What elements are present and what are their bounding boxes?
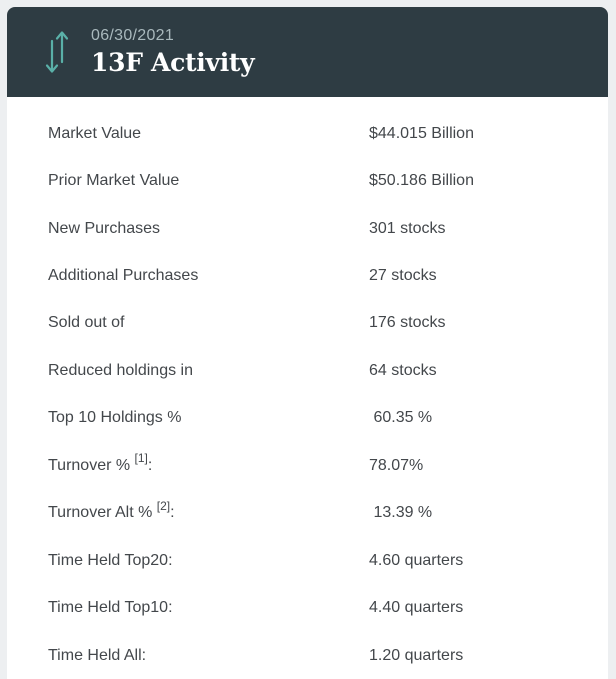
stat-row [7, 632, 608, 679]
report-date: 06/30/2021 [91, 27, 175, 45]
card-title: 13F Activity [91, 48, 255, 78]
stat-row [7, 537, 608, 584]
stat-value: 4.40 quarters [369, 599, 464, 617]
stat-row [7, 442, 608, 489]
card-header [7, 7, 608, 97]
stat-label: Prior Market Value [48, 172, 180, 190]
stat-row [7, 205, 608, 252]
stat-label: Sold out of [48, 314, 125, 332]
stat-value: 27 stocks [369, 267, 437, 285]
stat-row [7, 584, 608, 631]
stat-label: New Purchases [48, 219, 161, 237]
stat-label: Time Held Top10: [48, 599, 173, 617]
stat-label: Top 10 Holdings % [48, 409, 182, 427]
stat-label: Turnover % [1]: [48, 451, 153, 474]
stat-value: 4.60 quarters [369, 551, 464, 569]
stat-value: 78.07% [369, 456, 424, 474]
stat-label: Additional Purchases [48, 267, 199, 285]
stat-row [7, 300, 608, 347]
stat-row [7, 490, 608, 537]
stat-label: Time Held Top20: [48, 551, 173, 569]
stat-value: 60.35 % [369, 409, 433, 427]
stat-value: $44.015 Billion [369, 124, 474, 142]
stat-label: Market Value [48, 124, 142, 142]
stat-value: 1.20 quarters [369, 646, 464, 664]
stat-value: 301 stocks [369, 219, 446, 237]
stat-row [7, 395, 608, 442]
stat-value: 176 stocks [369, 314, 446, 332]
13f-activity-card [7, 7, 608, 679]
stat-value: 13.39 % [369, 504, 433, 522]
stat-label: Turnover Alt % [2]: [48, 498, 175, 522]
stat-row [7, 157, 608, 204]
stat-row [7, 347, 608, 394]
stat-value: $50.186 Billion [369, 172, 474, 190]
stat-label: Reduced holdings in [48, 361, 193, 379]
header-text [91, 27, 254, 76]
stat-row [7, 252, 608, 299]
up-down-arrows-icon [43, 28, 71, 76]
stat-row [7, 110, 608, 157]
stat-label: Time Held All: [48, 646, 147, 664]
card-body [7, 97, 608, 679]
stat-value: 64 stocks [369, 361, 437, 379]
